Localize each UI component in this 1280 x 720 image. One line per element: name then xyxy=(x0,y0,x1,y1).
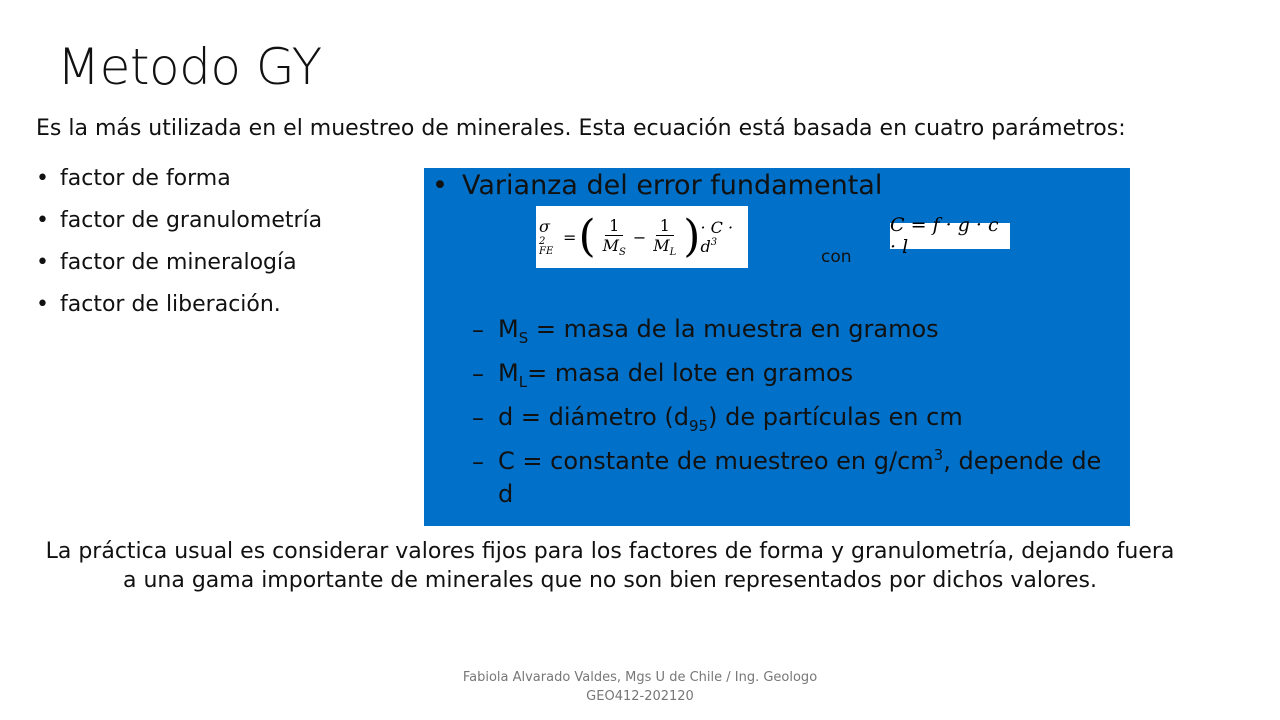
dash-icon: – xyxy=(472,316,484,344)
bullet-icon: • xyxy=(432,170,448,201)
definition-text: $M_S$ = masa de la muestra en gramos xyxy=(498,315,939,347)
bullet-icon: • xyxy=(36,292,49,317)
footer-course-code: GEO412-202120 xyxy=(586,689,694,704)
list-item xyxy=(36,242,322,284)
definition-item xyxy=(472,440,1112,517)
dash-icon: – xyxy=(472,404,484,432)
variance-panel xyxy=(424,168,1130,526)
definition-item xyxy=(472,352,1112,396)
formula-equals: = xyxy=(563,227,577,247)
slide-footer xyxy=(440,668,840,706)
parameter-list xyxy=(36,158,322,326)
definition-item xyxy=(472,308,1112,352)
list-item-label: factor de forma xyxy=(60,166,231,191)
list-item-label: factor de mineralogía xyxy=(60,250,297,275)
panel-heading xyxy=(432,170,882,201)
list-item-label: factor de liberación. xyxy=(60,292,281,317)
bullet-icon: • xyxy=(36,208,49,233)
definition-text: d = diámetro $(d_{95})$ de partículas en cm xyxy=(498,403,963,435)
footer-author: Fabiola Alvarado Valdes, Mgs U de Chile / Ing. Geologo xyxy=(462,670,818,685)
formula-fraction-lot: $\frac{1}{M_L}$ xyxy=(653,216,677,258)
slide-title: Metodo GY xyxy=(57,38,322,96)
dash-icon: – xyxy=(472,448,484,476)
formula-tail: · $C \cdot d^3$ xyxy=(700,218,734,256)
list-item xyxy=(36,200,322,242)
formula-sigma: σ 2 FE xyxy=(539,217,554,257)
definition-text: C = constante de muestreo en $g/cm^3$, depende de d xyxy=(498,446,1102,508)
panel-heading-label: Varianza del error fundamental xyxy=(462,170,883,201)
variance-formula xyxy=(536,206,748,268)
intro-text: Es la más utilizada en el muestreo de minerales. Esta ecuación está basada en cuatro parámetros: xyxy=(36,116,1126,141)
bullet-icon: • xyxy=(36,166,49,191)
definition-text: $M_L=$ masa del lote en gramos xyxy=(498,359,854,391)
formula-paren-open: ( xyxy=(578,211,596,262)
formula-paren-close: ) xyxy=(683,211,701,262)
connector-label: con xyxy=(821,247,852,267)
list-item xyxy=(36,158,322,200)
formula-minus: − xyxy=(632,227,647,247)
dash-icon: – xyxy=(472,360,484,388)
definition-list xyxy=(472,308,1112,517)
practice-note: La práctica usual es considerar valores fijos para los factores de forma y granulometría, dejando fuera a una gama importante de minerales que no son bien representados por dichos valores. xyxy=(45,539,1175,593)
list-item-label: factor de granulometría xyxy=(60,208,323,233)
list-item xyxy=(36,284,322,326)
formula-fraction-sample: $\frac{1}{M_S}$ xyxy=(602,216,626,258)
sampling-constant-formula: C = f · g · c · l xyxy=(890,223,1010,249)
definition-item xyxy=(472,396,1112,440)
bullet-icon: • xyxy=(36,250,49,275)
